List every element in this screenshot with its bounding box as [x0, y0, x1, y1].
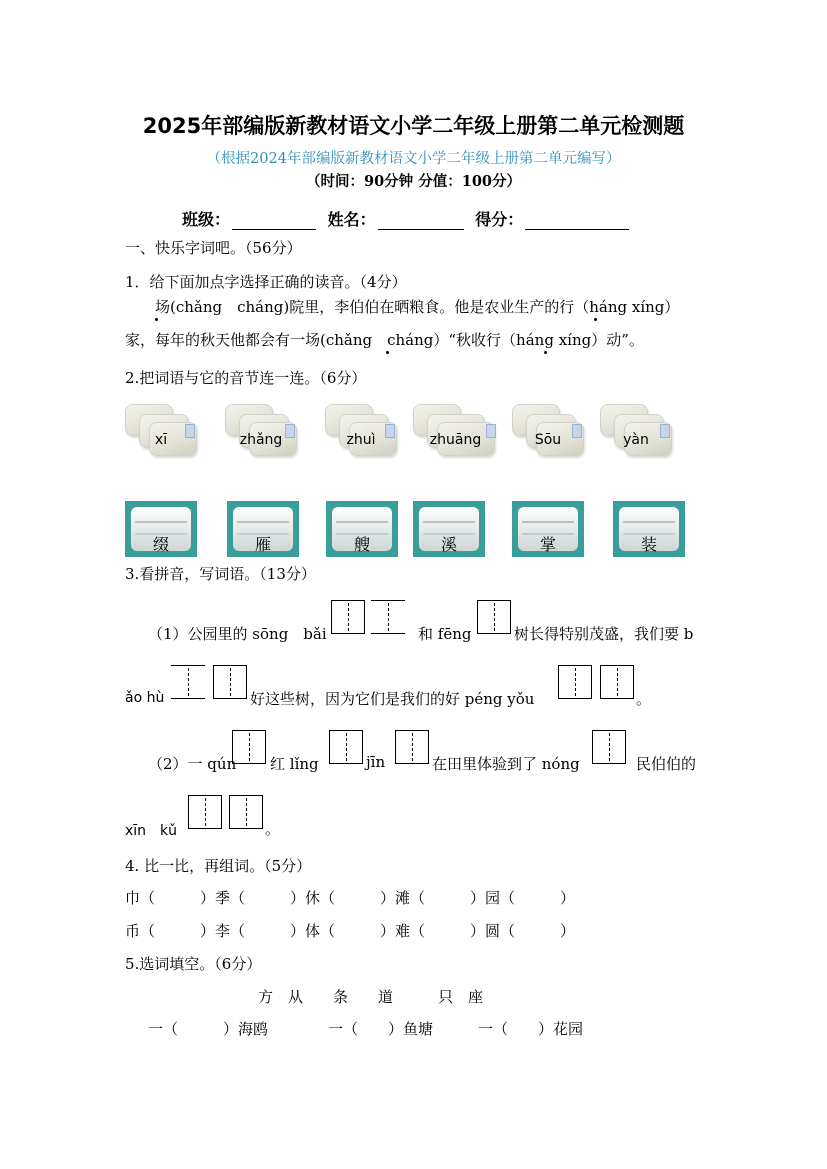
q1-line2: 家，每年的秋天他都会有一场(chǎng cháng）“秋收行（háng xíng）动”。 — [125, 331, 644, 349]
q4-title: 4. 比一比，再组词。（5分） — [125, 857, 312, 875]
q3-2-text-d: 在田里体验到了 nóng — [432, 755, 580, 773]
q4-row2: 币（ ）李（ ）体（ ）难（ ）圆（ ） — [125, 922, 576, 940]
char-card-3[interactable] — [326, 501, 398, 557]
page-title: 2025年部编版新教材语文小学二年级上册第二单元检测题 — [142, 114, 685, 138]
time-score: （时间：90分钟 分值：100分） — [306, 173, 521, 190]
pinyin-label: yàn — [623, 432, 649, 448]
writing-box[interactable] — [558, 665, 592, 699]
pinyin-card-2[interactable] — [225, 404, 297, 456]
q5-title: 5.选词填空。（6分） — [125, 955, 262, 973]
char-card-1[interactable] — [125, 501, 197, 557]
writing-box[interactable] — [232, 730, 266, 764]
pinyin-label: zhǎng — [239, 432, 283, 448]
writing-box[interactable] — [188, 795, 222, 829]
writing-box[interactable] — [213, 665, 247, 699]
char-label: 艘 — [353, 535, 370, 554]
char-card-4[interactable] — [413, 501, 485, 557]
q2-title: 2.把词语与它的音节连一连。（6分） — [125, 369, 367, 387]
q3-2-text-g: 。 — [265, 820, 281, 838]
q3-2-text-a: （2）一 qún — [148, 755, 237, 773]
q3-1-text-d: ǎo hù — [125, 690, 165, 706]
writing-box[interactable] — [331, 600, 365, 634]
char-card-5[interactable] — [512, 501, 584, 557]
name-label: 姓名： — [327, 210, 376, 229]
pinyin-label: zhuāng — [429, 432, 482, 448]
q3-1-text-f: 。 — [636, 690, 652, 708]
section-1-heading: 一、快乐字词吧。（56分） — [125, 239, 302, 257]
q3-2-text-c: jīn — [366, 753, 386, 771]
char-card-2[interactable] — [227, 501, 299, 557]
page-subtitle: （根据2024年部编版新教材语文小学二年级上册第二单元编写） — [206, 151, 621, 167]
q3-1-text-b: 和 fēng — [418, 625, 472, 643]
q5-options: 方 从 条 道 只 座 — [258, 988, 484, 1006]
writing-box[interactable] — [395, 730, 429, 764]
emphasis-dot — [594, 318, 597, 321]
q3-title: 3.看拼音，写词语。（13分） — [125, 565, 316, 583]
pinyin-card-4[interactable] — [413, 404, 498, 456]
writing-box[interactable] — [477, 600, 511, 634]
q3-1-text-c: 树长得特别茂盛，我们要 b — [514, 625, 694, 643]
char-card-6[interactable] — [613, 501, 685, 557]
q3-2-text-e: 民伯伯的 — [636, 755, 697, 773]
score-label: 得分： — [475, 210, 524, 229]
pinyin-label: Sōu — [534, 432, 562, 448]
pinyin-card-6[interactable] — [600, 404, 672, 456]
writing-box[interactable] — [229, 795, 263, 829]
q1-title: 1．给下面加点字选择正确的读音。（4分） — [125, 273, 407, 291]
writing-box[interactable] — [329, 730, 363, 764]
pinyin-card-3[interactable] — [325, 404, 397, 456]
q3-2-text-f: xīn kǔ — [125, 823, 178, 839]
class-blank[interactable] — [232, 213, 316, 230]
char-label: 装 — [640, 535, 657, 554]
q4-row1: 巾（ ）季（ ）休（ ）滩（ ）园（ ） — [125, 889, 576, 907]
q5-row: 一（ ）海鸥 一（ ）鱼塘 一（ ）花园 — [148, 1020, 584, 1038]
char-label: 缀 — [152, 535, 169, 554]
pinyin-label: zhuì — [346, 432, 376, 448]
char-label: 溪 — [440, 535, 457, 554]
q3-1-text-e: 好这些树，因为它们是我们的好 péng yǒu — [250, 690, 535, 708]
student-info — [182, 207, 635, 230]
char-label: 掌 — [539, 535, 556, 554]
emphasis-dot — [386, 351, 389, 354]
emphasis-dot — [155, 318, 158, 321]
pinyin-label: xī — [154, 432, 168, 448]
score-blank[interactable] — [525, 213, 629, 230]
q3-1-text-a: （1）公园里的 sōng bǎi — [148, 625, 327, 643]
q1-line1: 场(chǎng cháng)院里，李伯伯在晒粮食。他是农业生产的行（háng xíng） — [125, 298, 680, 316]
writing-box[interactable] — [371, 600, 405, 634]
char-label: 雁 — [254, 535, 271, 554]
q3-2-text-b: 红 lǐng — [270, 755, 319, 773]
emphasis-dot — [544, 351, 547, 354]
name-blank[interactable] — [378, 213, 464, 230]
writing-box[interactable] — [171, 665, 205, 699]
pinyin-card-1[interactable] — [125, 404, 197, 456]
writing-box[interactable] — [600, 665, 634, 699]
pinyin-card-5[interactable] — [512, 404, 584, 456]
class-label: 班级： — [182, 210, 231, 229]
writing-box[interactable] — [592, 730, 626, 764]
